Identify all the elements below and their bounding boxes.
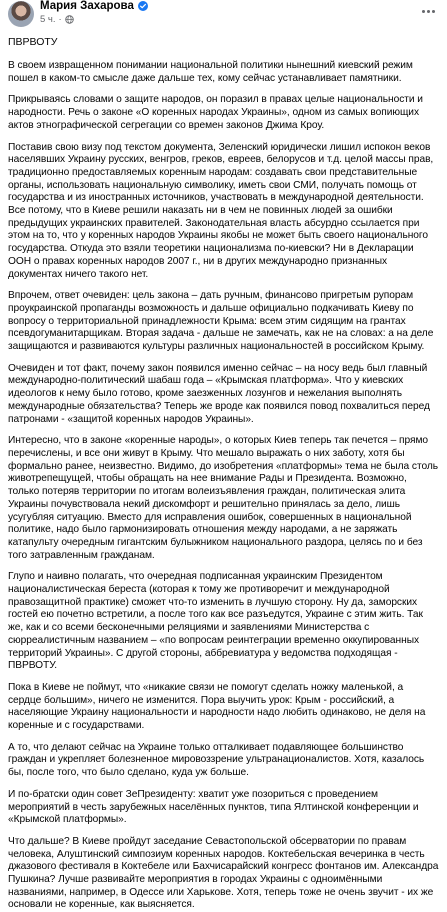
- post-paragraph: Очевиден и тот факт, почему закон появился именно сейчас – на носу ведь был главный международно-политический шабаш года – «Крымская платформа». Что у киевских идеологов к нему было готово, кроме заезженных лозунгов и нежелания выполнять международные обязательства? Теперь же вроде как появился повод похвалиться перед патронами - «защитой коренных народов Украины».: [8, 362, 430, 425]
- globe-icon[interactable]: [65, 15, 74, 24]
- post-paragraph: Глупо и наивно полагать, что очередная подписанная украинским Президентом националистическая береста (которая к тому же противоречит и международной правозащитной практике) сможет что-то изменить в лучшую сторону. Ну да, заморских гостей ею почетно встретили, а после того как все разъедутся, Украине с этим жить. Так же, как и со всеми бесконечными реляциями и заявлениями Министерства с сюрреалистичным названием – «по вопросам реинтеграции временно оккупированных территорий Украины». С другой стороны, аббревиатура у ведомства подходящая - ПВРВОТУ.: [8, 571, 423, 672]
- post-title: ПВРВОТУ: [8, 36, 58, 48]
- meta-separator: ·: [58, 14, 62, 25]
- post-time[interactable]: 5 ч.: [40, 14, 56, 25]
- post-paragraph: И по-братски один совет ЗеПрезиденту: хватит уже позориться с проведением мероприятий в честь зарубежных населённых пунктов, типа Ялтинской конференции и «Крымской платформы».: [8, 788, 419, 826]
- post-paragraph: Пока в Киеве не поймут, что «никакие связи не помогут сделать ножку маленькой, а сердце большим», ничего не изменится. Пора выучить урок: Крым - российский, а населяющие Украину национальности и народности надо любить одинаково, не деля на коренные и с государствами.: [8, 681, 426, 732]
- post-body: [6, 30, 439, 912]
- verified-badge-icon: [138, 1, 148, 11]
- post-paragraph: Прикрываясь словами о защите народов, он поразил в правах целые национальности и народности. Речь о законе «О коренных народах Украины», одном из самых вопиющих актов этнографической сегрегации со времен законов Джима Кроу.: [8, 94, 423, 131]
- author-avatar[interactable]: [8, 1, 34, 27]
- post-paragraph: Впрочем, ответ очевиден: цель закона – дать ручным, финансово пригретым рупорам проукраинской пропаганды возможность и дальше официально подкачивать Киеву по вопросу о территориальной принадлежности Крыма: всем этим сидящим на грантах псевдогуманитарщикам. Вторая задача - дальше не замечать, как не на словах: а на деле защищаются и развиваются культуры различных национальностей в российском Крыму.: [8, 290, 434, 353]
- post-paragraph: Что дальше? В Киеве пройдут заседание Севастопольской обсерватории по правам человека, Алуштинский симпозиум коренных народов. Коктебельская вечеринка в честь джазового фестиваля в Коктебеле или Бахчисарайский конгресс фонтанов им. Александра Пушкина? Лучше развивайте мероприятия в городах Украины с одноимёнными названиями, например, в Одессе или Харькове. Хотя, теперь тоже не очень звучит - их же основали не коренные, как выясняется.: [8, 835, 439, 911]
- post-paragraph: А то, что делают сейчас на Украине только отталкивает подавляющее большинство граждан и укрепляет болезненное мировоззрение ультранационалистов. Хотя, казалось бы, после того, что было сделано, куда уж больше.: [8, 741, 425, 779]
- more-options-icon[interactable]: [419, 4, 437, 18]
- author-row: [40, 0, 148, 12]
- author-name[interactable]: Мария Захарова: [40, 0, 134, 12]
- post-paragraph: В своем извращенном понимании национальной политики нынешний киевский режим пошел в каком-то смысле даже дальше тех, кому сейчас устанавливает памятники.: [8, 60, 413, 84]
- post-header: [6, 0, 439, 30]
- post-paragraph: Интересно, что в законе «коренные народы», о которых Киев теперь так печется – прямо перечислены, и все они живут в Крыму. Что мешало выражать о них заботу, хотя бы формально ранее, неизвестно. Видимо, до изобретения «платформы» тема не была столь животрепещущей, чтобы обращать на нее внимание Рады и Президента. Возможно, только потеряв территории по итогам волеизъявления граждан, политическая элита Украины почувствовала некий дискомфорт и решительно принялась за дело, лишь усугубляя ситуацию. Вместо для исправления ошибок, совершенных в национальной политике, надо было гармонизировать отношения между народами, а не заряжать катапульту очередным гигантским булыжником национального раздора, целясь по и без того затравленным гражданам.: [8, 435, 438, 561]
- post-paragraph: Поставив свою визу под текстом документа, Зеленский юридически лишил испокон веков населявших Украину русских, венгров, греков, евреев, белорусов и т.д. целой массы прав, традиционно предоставляемых коренным народам: создавать свои представительные органы, использовать национальную символику, иметь свои СМИ, получать помощь от государства и из иностранных источников, участвовать в международной деятельности. Все потому, что в Киеве решили наказать ни в чем не повинных людей за ошибки предыдущих украинских правителей. Законодательная власть абсурдно ссылается при этом на то, что у коренных народов Украины якобы не может быть своего национального государства. Откуда это взяли теоретики национализма по-киевски? Ни в Декларации ООН о правах коренных народов 2007 г., ни в других международно признанных документах ничего такого нет.: [8, 141, 434, 280]
- post-meta: [40, 14, 74, 25]
